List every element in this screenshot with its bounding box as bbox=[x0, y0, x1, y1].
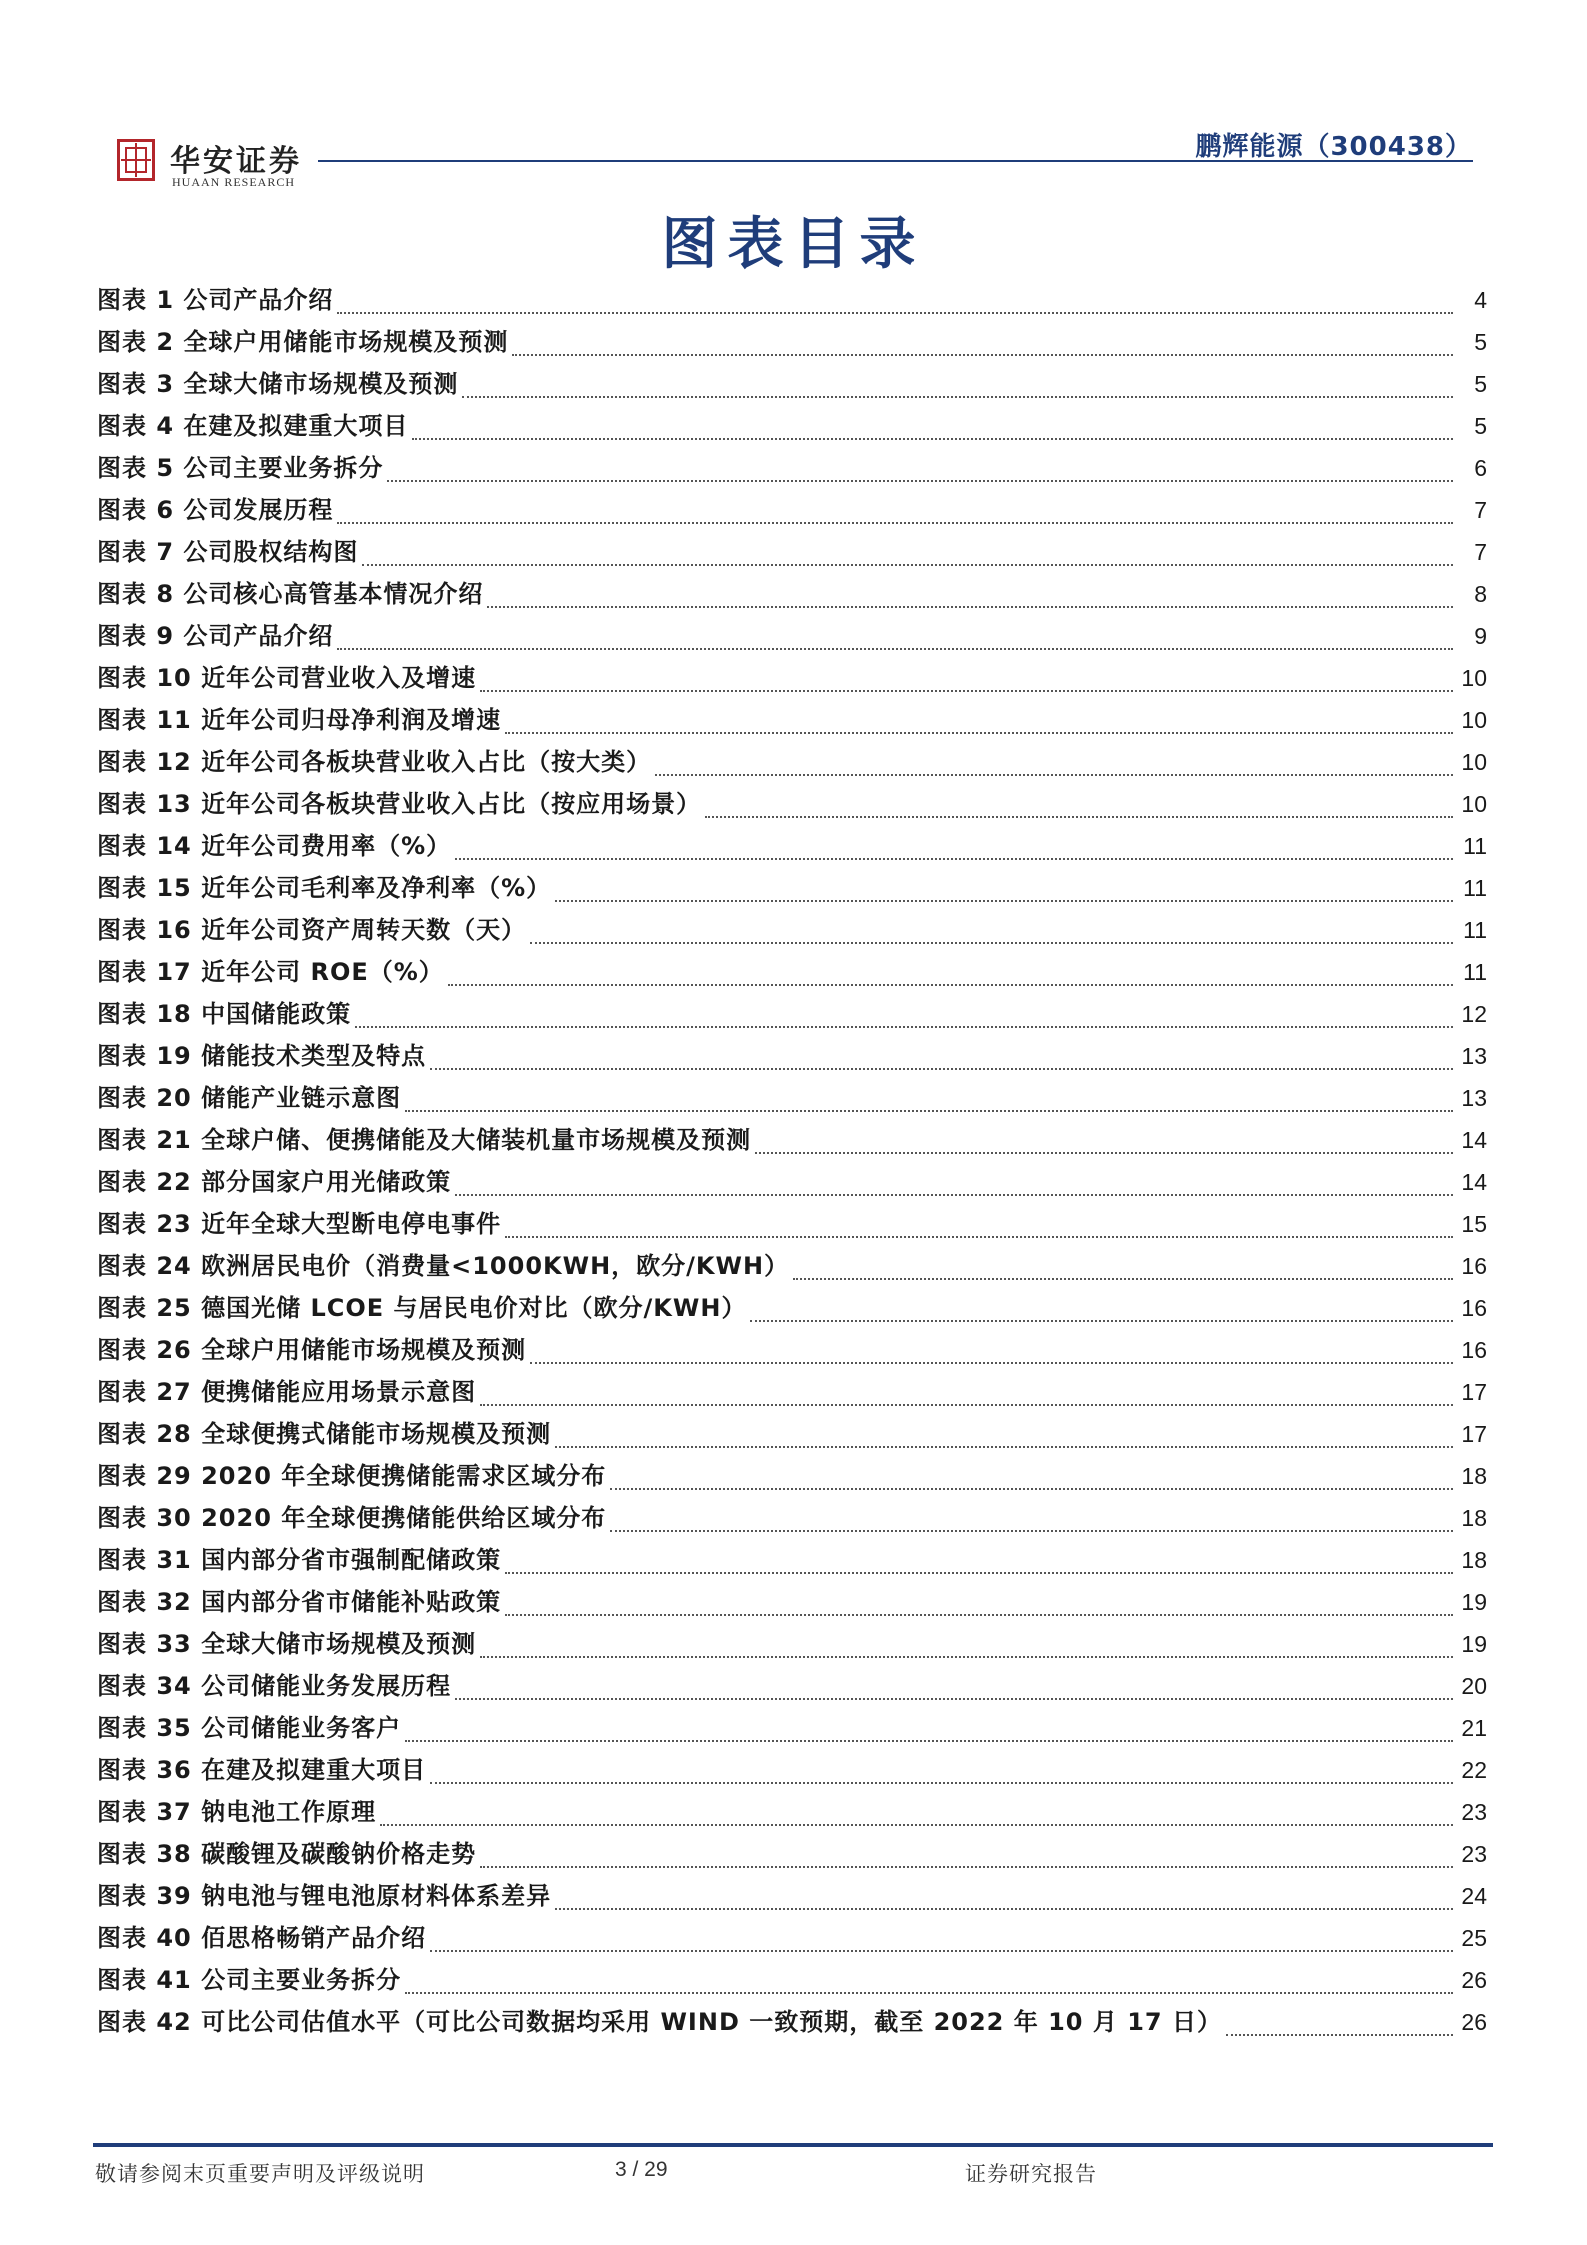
toc-entry[interactable] bbox=[97, 1456, 1487, 1498]
toc-entry-page[interactable]: 21 bbox=[1461, 1715, 1487, 1741]
toc-dot-leader bbox=[755, 1152, 1453, 1154]
toc-dot-leader bbox=[462, 396, 1453, 398]
toc-entry-title[interactable]: 图表 40 佰思格畅销产品介绍 bbox=[97, 1924, 427, 1952]
toc-entry-page[interactable]: 16 bbox=[1461, 1295, 1487, 1321]
toc-entry-title[interactable]: 图表 19 储能技术类型及特点 bbox=[97, 1042, 427, 1070]
toc-entry-page[interactable]: 26 bbox=[1461, 1967, 1487, 1993]
toc-entry-page[interactable]: 26 bbox=[1461, 2009, 1487, 2035]
toc-dot-leader bbox=[750, 1320, 1453, 1322]
toc-entry-page[interactable]: 11 bbox=[1463, 833, 1487, 859]
toc-entry-title[interactable]: 图表 37 钠电池工作原理 bbox=[97, 1798, 377, 1826]
toc-entry-page[interactable]: 7 bbox=[1474, 497, 1487, 523]
toc-entry-title[interactable]: 图表 41 公司主要业务拆分 bbox=[97, 1966, 402, 1994]
toc-entry-title[interactable]: 图表 7 公司股权结构图 bbox=[97, 538, 359, 566]
toc-entry[interactable] bbox=[97, 574, 1487, 616]
toc-dot-leader bbox=[455, 1194, 1453, 1196]
toc-dot-leader bbox=[387, 480, 1453, 482]
toc-dot-leader bbox=[705, 816, 1453, 818]
toc-entry-page[interactable]: 17 bbox=[1461, 1379, 1487, 1405]
toc-entry-page[interactable]: 18 bbox=[1461, 1547, 1487, 1573]
toc-entry[interactable] bbox=[97, 490, 1487, 532]
toc-entry-title[interactable]: 图表 3 全球大储市场规模及预测 bbox=[97, 370, 459, 398]
toc-entry-page[interactable]: 22 bbox=[1461, 1757, 1487, 1783]
toc-entry-page[interactable]: 9 bbox=[1474, 623, 1487, 649]
toc-dot-leader bbox=[555, 1446, 1453, 1448]
huaan-logo-icon bbox=[117, 139, 155, 181]
toc-dot-leader bbox=[530, 942, 1453, 944]
toc-entry[interactable] bbox=[97, 532, 1487, 574]
toc-entry-page[interactable]: 23 bbox=[1461, 1799, 1487, 1825]
toc-entry-page[interactable]: 10 bbox=[1461, 665, 1487, 691]
toc-entry[interactable] bbox=[97, 1246, 1487, 1288]
table-of-figures bbox=[97, 280, 1487, 2044]
toc-entry-title[interactable]: 图表 14 近年公司费用率（%） bbox=[97, 832, 452, 860]
toc-dot-leader bbox=[480, 1866, 1453, 1868]
logo-text-cn: 华安证券 bbox=[170, 144, 302, 179]
toc-entry-title[interactable]: 图表 28 全球便携式储能市场规模及预测 bbox=[97, 1420, 552, 1448]
toc-entry-page[interactable]: 6 bbox=[1474, 455, 1487, 481]
toc-entry[interactable] bbox=[97, 952, 1487, 994]
toc-entry-title[interactable]: 图表 42 可比公司估值水平（可比公司数据均采用 WIND 一致预期，截至 2022 年 10 月 17 日） bbox=[97, 2008, 1222, 2036]
toc-entry-title[interactable]: 图表 29 2020 年全球便携储能需求区域分布 bbox=[97, 1462, 607, 1490]
toc-entry-title[interactable]: 图表 36 在建及拟建重大项目 bbox=[97, 1756, 427, 1784]
toc-dot-leader bbox=[555, 900, 1453, 902]
toc-entry-page[interactable]: 19 bbox=[1461, 1589, 1487, 1615]
toc-entry[interactable] bbox=[97, 1624, 1487, 1666]
toc-entry-page[interactable]: 18 bbox=[1461, 1505, 1487, 1531]
toc-entry-page[interactable]: 10 bbox=[1461, 749, 1487, 775]
toc-dot-leader bbox=[430, 1068, 1453, 1070]
toc-entry-title[interactable]: 图表 23 近年全球大型断电停电事件 bbox=[97, 1210, 502, 1238]
toc-dot-leader bbox=[430, 1782, 1453, 1784]
toc-entry-page[interactable]: 16 bbox=[1461, 1337, 1487, 1363]
page-title: 图表目录 bbox=[661, 212, 926, 277]
toc-entry[interactable] bbox=[97, 910, 1487, 952]
toc-entry[interactable] bbox=[97, 1414, 1487, 1456]
footer-disclaimer: 敬请参阅末页重要声明及评级说明 bbox=[95, 2162, 425, 2186]
toc-entry[interactable] bbox=[97, 2002, 1487, 2044]
toc-entry[interactable] bbox=[97, 868, 1487, 910]
toc-entry-title[interactable]: 图表 18 中国储能政策 bbox=[97, 1000, 352, 1028]
toc-entry-page[interactable]: 14 bbox=[1461, 1127, 1487, 1153]
toc-entry[interactable] bbox=[97, 280, 1487, 322]
toc-entry[interactable] bbox=[97, 616, 1487, 658]
toc-entry-title[interactable]: 图表 21 全球户储、便携储能及大储装机量市场规模及预测 bbox=[97, 1126, 752, 1154]
toc-entry[interactable] bbox=[97, 994, 1487, 1036]
toc-dot-leader bbox=[610, 1488, 1453, 1490]
toc-entry[interactable] bbox=[97, 1204, 1487, 1246]
toc-entry-title[interactable]: 图表 39 钠电池与锂电池原材料体系差异 bbox=[97, 1882, 552, 1910]
toc-entry[interactable] bbox=[97, 784, 1487, 826]
toc-entry-page[interactable]: 19 bbox=[1461, 1631, 1487, 1657]
toc-entry-title[interactable]: 图表 22 部分国家户用光储政策 bbox=[97, 1168, 452, 1196]
toc-entry[interactable] bbox=[97, 1330, 1487, 1372]
toc-entry[interactable] bbox=[97, 1750, 1487, 1792]
toc-entry-title[interactable]: 图表 33 全球大储市场规模及预测 bbox=[97, 1630, 477, 1658]
toc-entry-title[interactable]: 图表 34 公司储能业务发展历程 bbox=[97, 1672, 452, 1700]
toc-dot-leader bbox=[430, 1950, 1453, 1952]
toc-entry-title[interactable]: 图表 26 全球户用储能市场规模及预测 bbox=[97, 1336, 527, 1364]
toc-entry[interactable] bbox=[97, 1918, 1487, 1960]
toc-dot-leader bbox=[448, 984, 1453, 986]
toc-entry-page[interactable]: 5 bbox=[1474, 329, 1487, 355]
toc-entry[interactable] bbox=[97, 1372, 1487, 1414]
logo-text-en: HUAAN RESEARCH bbox=[172, 175, 296, 189]
toc-entry-title[interactable]: 图表 5 公司主要业务拆分 bbox=[97, 454, 384, 482]
toc-entry-title[interactable]: 图表 25 德国光储 LCOE 与居民电价对比（欧分/KWH） bbox=[97, 1294, 747, 1322]
toc-entry-page[interactable]: 23 bbox=[1461, 1841, 1487, 1867]
company-ticker: 鹏辉能源（300438） bbox=[1195, 132, 1472, 162]
toc-entry[interactable] bbox=[97, 322, 1487, 364]
toc-entry-page[interactable]: 17 bbox=[1461, 1421, 1487, 1447]
toc-entry-page[interactable]: 10 bbox=[1461, 707, 1487, 733]
toc-dot-leader bbox=[355, 1026, 1453, 1028]
toc-entry-title[interactable]: 图表 35 公司储能业务客户 bbox=[97, 1714, 402, 1742]
toc-entry[interactable] bbox=[97, 1834, 1487, 1876]
toc-entry-page[interactable]: 5 bbox=[1474, 371, 1487, 397]
toc-entry-page[interactable]: 8 bbox=[1474, 581, 1487, 607]
toc-entry[interactable] bbox=[97, 364, 1487, 406]
toc-dot-leader bbox=[505, 732, 1453, 734]
toc-dot-leader bbox=[337, 522, 1453, 524]
toc-dot-leader bbox=[512, 354, 1453, 356]
toc-entry-title[interactable]: 图表 17 近年公司 ROE（%） bbox=[97, 958, 444, 986]
toc-entry-title[interactable]: 图表 1 公司产品介绍 bbox=[97, 286, 334, 314]
toc-entry-title[interactable]: 图表 16 近年公司资产周转天数（天） bbox=[97, 916, 527, 944]
toc-entry[interactable] bbox=[97, 1120, 1487, 1162]
toc-dot-leader bbox=[555, 1908, 1453, 1910]
toc-dot-leader bbox=[505, 1614, 1453, 1616]
toc-entry-page[interactable]: 13 bbox=[1461, 1085, 1487, 1111]
toc-entry-page[interactable]: 24 bbox=[1461, 1883, 1487, 1909]
page-header bbox=[0, 0, 1587, 200]
toc-entry[interactable] bbox=[97, 1288, 1487, 1330]
toc-dot-leader bbox=[530, 1362, 1453, 1364]
toc-entry[interactable] bbox=[97, 1582, 1487, 1624]
toc-entry-page[interactable]: 18 bbox=[1461, 1463, 1487, 1489]
toc-dot-leader bbox=[1226, 2034, 1453, 2036]
toc-dot-leader bbox=[405, 1992, 1453, 1994]
toc-dot-leader bbox=[362, 564, 1453, 566]
toc-dot-leader bbox=[405, 1740, 1453, 1742]
toc-entry-title[interactable]: 图表 12 近年公司各板块营业收入占比（按大类） bbox=[97, 748, 652, 776]
toc-entry[interactable] bbox=[97, 700, 1487, 742]
toc-entry-title[interactable]: 图表 11 近年公司归母净利润及增速 bbox=[97, 706, 502, 734]
toc-entry[interactable] bbox=[97, 658, 1487, 700]
toc-entry[interactable] bbox=[97, 1498, 1487, 1540]
toc-entry-title[interactable]: 图表 8 公司核心高管基本情况介绍 bbox=[97, 580, 484, 608]
toc-dot-leader bbox=[480, 690, 1453, 692]
toc-dot-leader bbox=[610, 1530, 1453, 1532]
toc-entry[interactable] bbox=[97, 1708, 1487, 1750]
toc-entry-title[interactable]: 图表 27 便携储能应用场景示意图 bbox=[97, 1378, 477, 1406]
toc-entry[interactable] bbox=[97, 448, 1487, 490]
toc-dot-leader bbox=[455, 858, 1453, 860]
toc-entry[interactable] bbox=[97, 1792, 1487, 1834]
toc-dot-leader bbox=[487, 606, 1453, 608]
toc-dot-leader bbox=[480, 1656, 1453, 1658]
toc-entry-page[interactable]: 4 bbox=[1474, 287, 1487, 313]
toc-entry-page[interactable]: 11 bbox=[1463, 959, 1487, 985]
toc-entry-page[interactable]: 20 bbox=[1461, 1673, 1487, 1699]
toc-entry-title[interactable]: 图表 32 国内部分省市储能补贴政策 bbox=[97, 1588, 502, 1616]
toc-entry-page[interactable]: 13 bbox=[1461, 1043, 1487, 1069]
toc-entry-title[interactable]: 图表 24 欧洲居民电价（消费量<1000KWH，欧分/KWH） bbox=[97, 1252, 790, 1280]
toc-entry-page[interactable]: 14 bbox=[1461, 1169, 1487, 1195]
toc-entry[interactable] bbox=[97, 1960, 1487, 2002]
footer-divider bbox=[93, 2143, 1493, 2147]
toc-entry-title[interactable]: 图表 31 国内部分省市强制配储政策 bbox=[97, 1546, 502, 1574]
toc-dot-leader bbox=[505, 1236, 1453, 1238]
toc-entry[interactable] bbox=[97, 826, 1487, 868]
page-number: 3 / 29 bbox=[615, 2158, 668, 2181]
toc-entry-title[interactable]: 图表 2 全球户用储能市场规模及预测 bbox=[97, 328, 509, 356]
toc-dot-leader bbox=[337, 648, 1453, 650]
toc-dot-leader bbox=[405, 1110, 1453, 1112]
toc-entry-title[interactable]: 图表 38 碳酸锂及碳酸钠价格走势 bbox=[97, 1840, 477, 1868]
toc-entry[interactable] bbox=[97, 1078, 1487, 1120]
header-divider bbox=[318, 160, 1473, 162]
toc-entry[interactable] bbox=[97, 742, 1487, 784]
toc-dot-leader bbox=[793, 1278, 1453, 1280]
toc-entry-page[interactable]: 15 bbox=[1461, 1211, 1487, 1237]
toc-entry-page[interactable]: 7 bbox=[1474, 539, 1487, 565]
toc-entry[interactable] bbox=[97, 1876, 1487, 1918]
toc-entry-title[interactable]: 图表 30 2020 年全球便携储能供给区域分布 bbox=[97, 1504, 607, 1532]
toc-entry-page[interactable]: 16 bbox=[1461, 1253, 1487, 1279]
toc-entry-page[interactable]: 11 bbox=[1463, 917, 1487, 943]
toc-entry[interactable] bbox=[97, 1666, 1487, 1708]
toc-entry-title[interactable]: 图表 20 储能产业链示意图 bbox=[97, 1084, 402, 1112]
toc-entry[interactable] bbox=[97, 1540, 1487, 1582]
footer-report-type: 证券研究报告 bbox=[965, 2162, 1097, 2186]
toc-entry[interactable] bbox=[97, 406, 1487, 448]
toc-entry-title[interactable]: 图表 10 近年公司营业收入及增速 bbox=[97, 664, 477, 692]
toc-entry-title[interactable]: 图表 13 近年公司各板块营业收入占比（按应用场景） bbox=[97, 790, 702, 818]
toc-dot-leader bbox=[505, 1572, 1453, 1574]
toc-entry[interactable] bbox=[97, 1036, 1487, 1078]
toc-entry-page[interactable]: 11 bbox=[1463, 875, 1487, 901]
toc-entry-page[interactable]: 5 bbox=[1474, 413, 1487, 439]
toc-dot-leader bbox=[412, 438, 1453, 440]
toc-entry-page[interactable]: 10 bbox=[1461, 791, 1487, 817]
toc-entry-title[interactable]: 图表 6 公司发展历程 bbox=[97, 496, 334, 524]
toc-entry-title[interactable]: 图表 9 公司产品介绍 bbox=[97, 622, 334, 650]
toc-dot-leader bbox=[655, 774, 1453, 776]
toc-entry-page[interactable]: 25 bbox=[1461, 1925, 1487, 1951]
toc-dot-leader bbox=[480, 1404, 1453, 1406]
toc-dot-leader bbox=[380, 1824, 1453, 1826]
toc-dot-leader bbox=[337, 312, 1453, 314]
toc-entry[interactable] bbox=[97, 1162, 1487, 1204]
toc-dot-leader bbox=[455, 1698, 1453, 1700]
toc-entry-page[interactable]: 12 bbox=[1461, 1001, 1487, 1027]
toc-entry-title[interactable]: 图表 15 近年公司毛利率及净利率（%） bbox=[97, 874, 552, 902]
toc-entry-title[interactable]: 图表 4 在建及拟建重大项目 bbox=[97, 412, 409, 440]
